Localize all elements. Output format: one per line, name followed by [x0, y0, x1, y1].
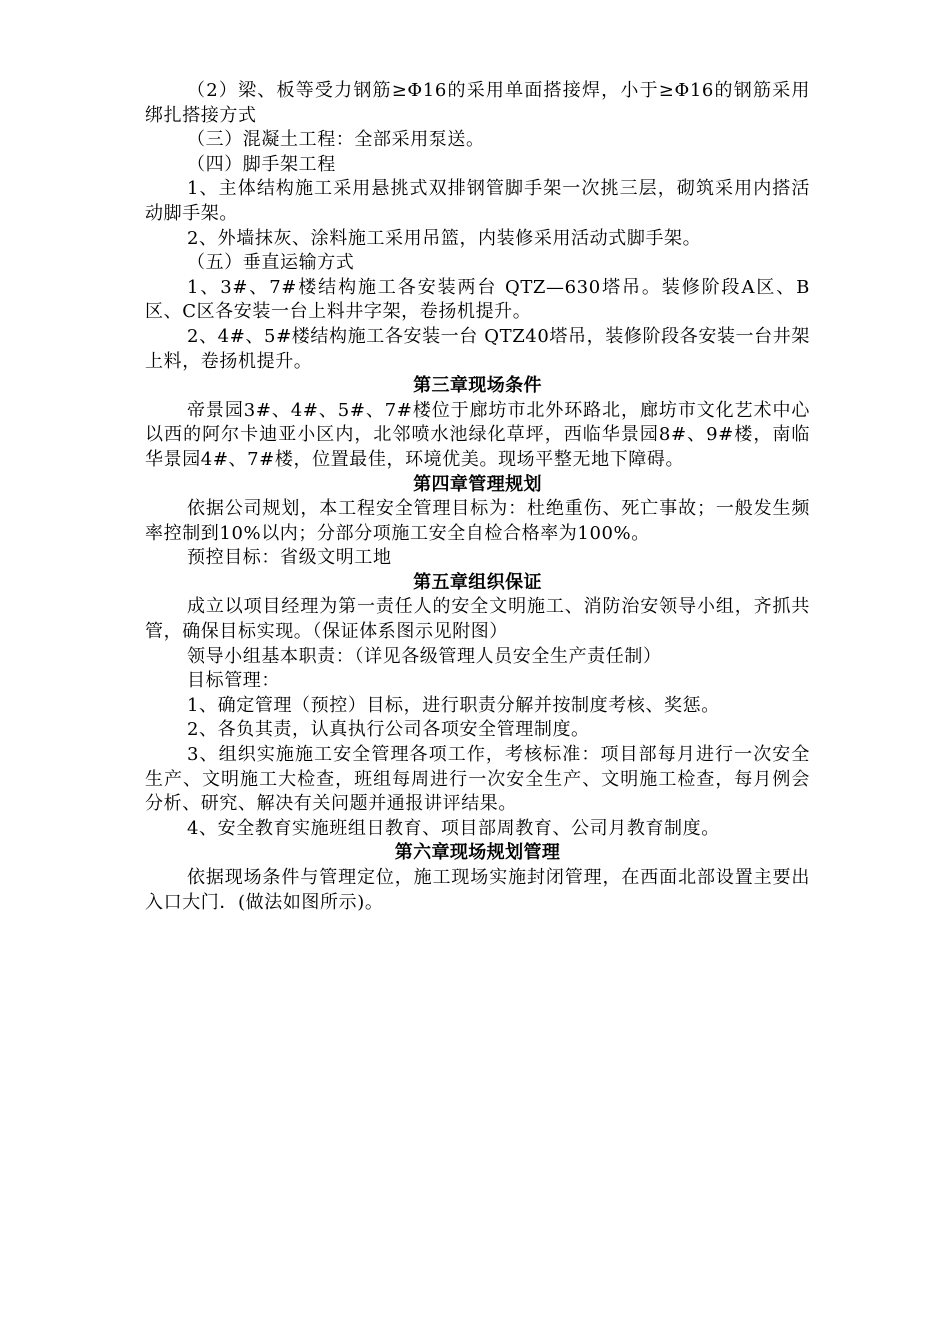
paragraph-management-item-1: 1、确定管理（预控）目标，进行职责分解并按制度考核、奖惩。 [187, 694, 720, 716]
paragraph-leadership-group: 成立以项目经理为第一责任人的安全文明施工、消防治安领导小组，齐抓共管，确保目标实现。（保证体系图示见附图） [145, 596, 810, 643]
chapter-4-heading: 第四章管理规划 [413, 473, 542, 495]
paragraph-site-layout: 依据现场条件与管理定位，施工现场实施封闭管理，在西面北部设置主要出入口大门．(做法如图所示)。 [145, 867, 810, 913]
chapter-3-heading: 第三章现场条件 [413, 375, 542, 397]
paragraph-precontrol-target: 预控目标：省级文明工地 [187, 547, 392, 569]
paragraph-safety-targets: 依据公司规划，本工程安全管理目标为：杜绝重伤、死亡事故；一般发生频率控制到10%以内；分部分项施工安全自检合格率为100%。 [145, 498, 810, 544]
paragraph-vertical-transport-heading: （五）垂直运输方式 [187, 252, 355, 274]
paragraph-transport-item-1: 1、3#、7#楼结构施工各安装两台 QTZ—630塔吊。装修阶段A区、B区、C区各安装一台上料井字架，卷扬机提升。 [145, 276, 810, 323]
paragraph-transport-item-2: 2、4#、5#楼结构施工各安装一台 QTZ40塔吊，装修阶段各安装一台井架上料，卷扬机提升。 [145, 325, 810, 372]
paragraph-scaffold-heading: （四）脚手架工程 [187, 153, 336, 175]
paragraph-site-conditions: 帝景园3#、4#、5#、7#楼位于廊坊市北外环路北，廊坊市文化艺术中心以西的阿尔卡迪亚小区内，北邻喷水池绿化草坪，西临华景园8#、9#楼，南临华景园4#、7#楼，位置最佳，环境优美。现场平整无地下障碍。 [145, 399, 810, 470]
paragraph-management-item-3: 3、组织实施施工安全管理各项工作，考核标准：项目部每月进行一次安全生产、文明施工大检查，班组每周进行一次安全生产、文明施工检查，每月例会分析、研究、解决有关问题并通报讲评结果。 [145, 744, 810, 815]
chapter-6-heading: 第六章现场规划管理 [394, 842, 561, 864]
document-body [145, 79, 810, 915]
paragraph-management-item-2: 2、各负其责，认真执行公司各项安全管理制度。 [187, 719, 590, 741]
chapter-5-heading: 第五章组织保证 [413, 571, 542, 593]
paragraph-group-duties: 领导小组基本职责：（详见各级管理人员安全生产责任制） [187, 645, 662, 667]
paragraph-scaffold-item-1: 1、主体结构施工采用悬挑式双排钢管脚手架一次挑三层，砌筑采用内搭活动脚手架。 [145, 178, 810, 224]
paragraph-scaffold-item-2: 2、外墙抹灰、涂料施工采用吊篮，内装修采用活动式脚手架。 [187, 227, 702, 249]
paragraph-target-management: 目标管理： [187, 670, 280, 692]
paragraph-management-item-4: 4、安全教育实施班组日教育、项目部周教育、公司月教育制度。 [187, 817, 720, 839]
paragraph-concrete-works: （三）混凝土工程：全部采用泵送。 [187, 129, 485, 151]
paragraph-rebar-welding: （2）梁、板等受力钢筋≥Φ16的采用单面搭接焊，小于≥Φ16的钢筋采用绑扎搭接方式 [145, 80, 810, 126]
